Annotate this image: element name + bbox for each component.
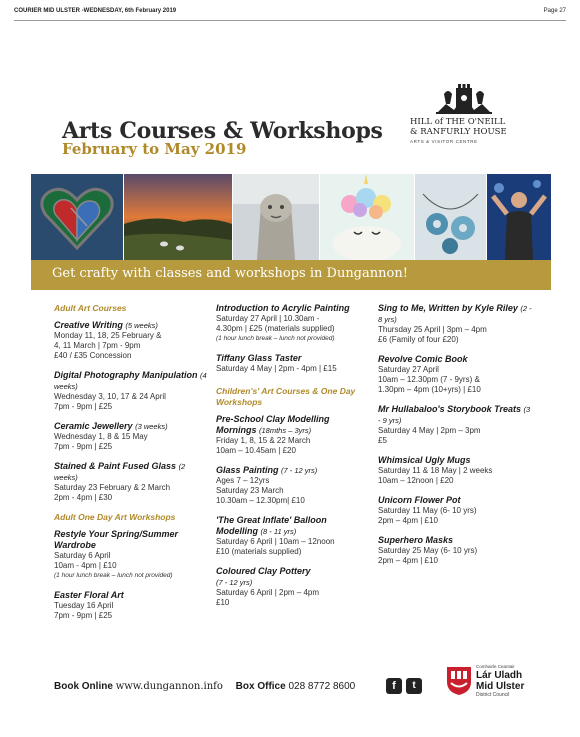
venue-name-line3: ARTS & VISITOR CENTRE [410, 139, 478, 144]
newspaper-line: COURIER MID ULSTER -WEDNESDAY, 6th February 2019 [14, 8, 177, 14]
course-details: Thursday 25 April | 3pm – 4pm £6 (Family of four £20) [378, 325, 487, 344]
section-heading: Adult One Day Art Workshops [54, 512, 176, 522]
booking-url-link[interactable]: www.dungannon.info [115, 681, 223, 692]
course-title: Tiffany Glass Taster [216, 353, 302, 363]
course-title: Revolve Comic Book [378, 354, 468, 364]
course-title: Superhero Masks [378, 535, 454, 545]
course-details: Wednesday 1, 8 & 15 May 7pm - 9pm | £25 [54, 432, 148, 451]
course-title: Glass Painting (7 - 12 yrs) [216, 465, 318, 475]
course-details: Saturday 23 February & 2 March 2pm - 4pm | £30 [54, 483, 171, 502]
page-number: Page 27 [543, 8, 566, 14]
listing-column-2 [216, 303, 370, 617]
course-title: Easter Floral Art [54, 590, 124, 600]
council-irish-name: Lár Uladh [476, 670, 523, 681]
course-title: Digital Photography Manipulation (4 weeks) [54, 370, 207, 391]
twitter-icon[interactable]: t [406, 678, 422, 694]
course-title: Restyle Your Spring/Summer Wardrobe [54, 529, 179, 550]
photo-strip [31, 174, 551, 260]
course-details: Saturday 6 April 10am - 4pm | £10 (1 hour lunch break – lunch not provided) [54, 551, 173, 579]
venue-name-line2: & RANFURLY HOUSE [410, 127, 507, 137]
course-details: Saturday 11 & 18 May | 2 weeks 10am – 12noon | £20 [378, 466, 493, 485]
course-item [216, 353, 370, 374]
course-title: Introduction to Acrylic Painting [216, 303, 350, 313]
council-shield-icon [446, 666, 472, 696]
council-logo [446, 664, 566, 704]
photo-unicorn-cupcakes [320, 174, 414, 260]
tagline-text: Get crafty with classes and workshops in Dungannon! [52, 266, 408, 281]
course-item [54, 421, 208, 452]
course-item [378, 535, 532, 566]
course-item [216, 566, 370, 608]
course-details: Saturday 11 May (6- 10 yrs) 2pm – 4pm | £10 [378, 506, 477, 525]
listing-column-1 [54, 303, 208, 630]
course-item [216, 414, 370, 456]
photo-sunset-hillside [124, 174, 232, 260]
listing-column-3 [378, 303, 532, 575]
photo-stained-glass-heart [31, 174, 123, 260]
course-item [378, 404, 532, 446]
photo-clay-pendants [415, 174, 486, 260]
course-item [378, 303, 532, 345]
course-title: 'The Great Inflate' Balloon Modelling (8 - 11 yrs) [216, 515, 327, 536]
course-details: Saturday 27 April | 10.30am - 4.30pm | £25 (materials supplied) (1 hour lunch break – lunch not provided) [216, 314, 335, 342]
course-item [216, 303, 370, 344]
council-type: District Council [476, 692, 510, 698]
course-details: Saturday 4 May | 2pm – 3pm £5 [378, 426, 481, 445]
course-item [54, 461, 208, 503]
page-title: Arts Courses & Workshops [62, 118, 383, 144]
course-details: Saturday 25 May (6- 10 yrs) 2pm – 4pm | £10 [378, 546, 478, 565]
course-details: Saturday 27 April 10am – 12.30pm (7 - 9yrs) & 1.30pm – 4pm (10+yrs) | £10 [378, 365, 481, 394]
course-title: Creative Writing (5 weeks) [54, 320, 158, 330]
newspaper-header [14, 6, 566, 21]
course-item [216, 515, 370, 557]
course-details: Saturday 4 May | 2pm - 4pm | £15 [216, 364, 337, 373]
course-title: Mr Hullabaloo's Storybook Treats (3 - 9 yrs) [378, 404, 531, 425]
course-title: Coloured Clay Pottery (7 - 12 yrs) [216, 566, 311, 587]
course-item [216, 465, 370, 506]
page-subtitle: February to May 2019 [62, 140, 247, 158]
course-title: Stained & Paint Fused Glass (2 weeks) [54, 461, 186, 482]
course-item [54, 529, 208, 581]
course-title: Pre-School Clay Modelling Mornings (18mths – 3yrs) [216, 414, 330, 435]
castle-crest-icon [434, 82, 494, 116]
section-heading: Adult Art Courses [54, 303, 127, 313]
photo-clay-sculpture [233, 174, 319, 260]
box-office-label: Box Office [235, 681, 286, 692]
course-item [54, 320, 208, 361]
course-title: Unicorn Flower Pot [378, 495, 461, 505]
venue-name-line1: HILL of THE O'NEILL [410, 117, 506, 127]
course-details: Monday 11, 18, 25 February & 4, 11 March | 7pm - 9pm £40 / £35 Concession [54, 331, 162, 360]
course-details: Friday 1, 8, 15 & 22 March 10am – 10.45am | £20 [216, 436, 311, 455]
book-online-label: Book Online [54, 681, 113, 692]
course-details: Ages 7 – 12yrs Saturday 23 March 10.30am – 12.30pm| £10 [216, 476, 305, 505]
council-irish-label: Comhairle Ceantair [476, 664, 515, 669]
course-details: Wednesday 3, 10, 17 & 24 April 7pm - 9pm | £25 [54, 392, 166, 411]
social-icons [386, 678, 426, 694]
course-title: Ceramic Jewellery (3 weeks) [54, 421, 168, 431]
booking-footer [54, 681, 355, 692]
council-name: Mid Ulster [476, 681, 525, 692]
course-item [54, 370, 208, 412]
photo-storyteller [487, 174, 551, 260]
course-item [378, 354, 532, 395]
course-details: Tuesday 16 April 7pm - 9pm | £25 [54, 601, 114, 620]
section-heading: Children's' Art Courses & One Day Workshops [216, 386, 356, 407]
tagline-banner [31, 260, 551, 290]
course-title: Whimsical Ugly Mugs [378, 455, 471, 465]
course-title: Sing to Me, Written by Kyle Riley (2 - 8 yrs) [378, 303, 532, 324]
course-item [54, 590, 208, 621]
course-item [378, 455, 532, 486]
course-details: Saturday 6 April | 2pm – 4pm £10 [216, 588, 320, 607]
course-details: Saturday 6 April | 10am – 12noon £10 (materials supplied) [216, 537, 335, 556]
box-office-phone: 028 8772 8600 [288, 681, 356, 692]
facebook-icon[interactable]: f [386, 678, 402, 694]
course-item [378, 495, 532, 526]
